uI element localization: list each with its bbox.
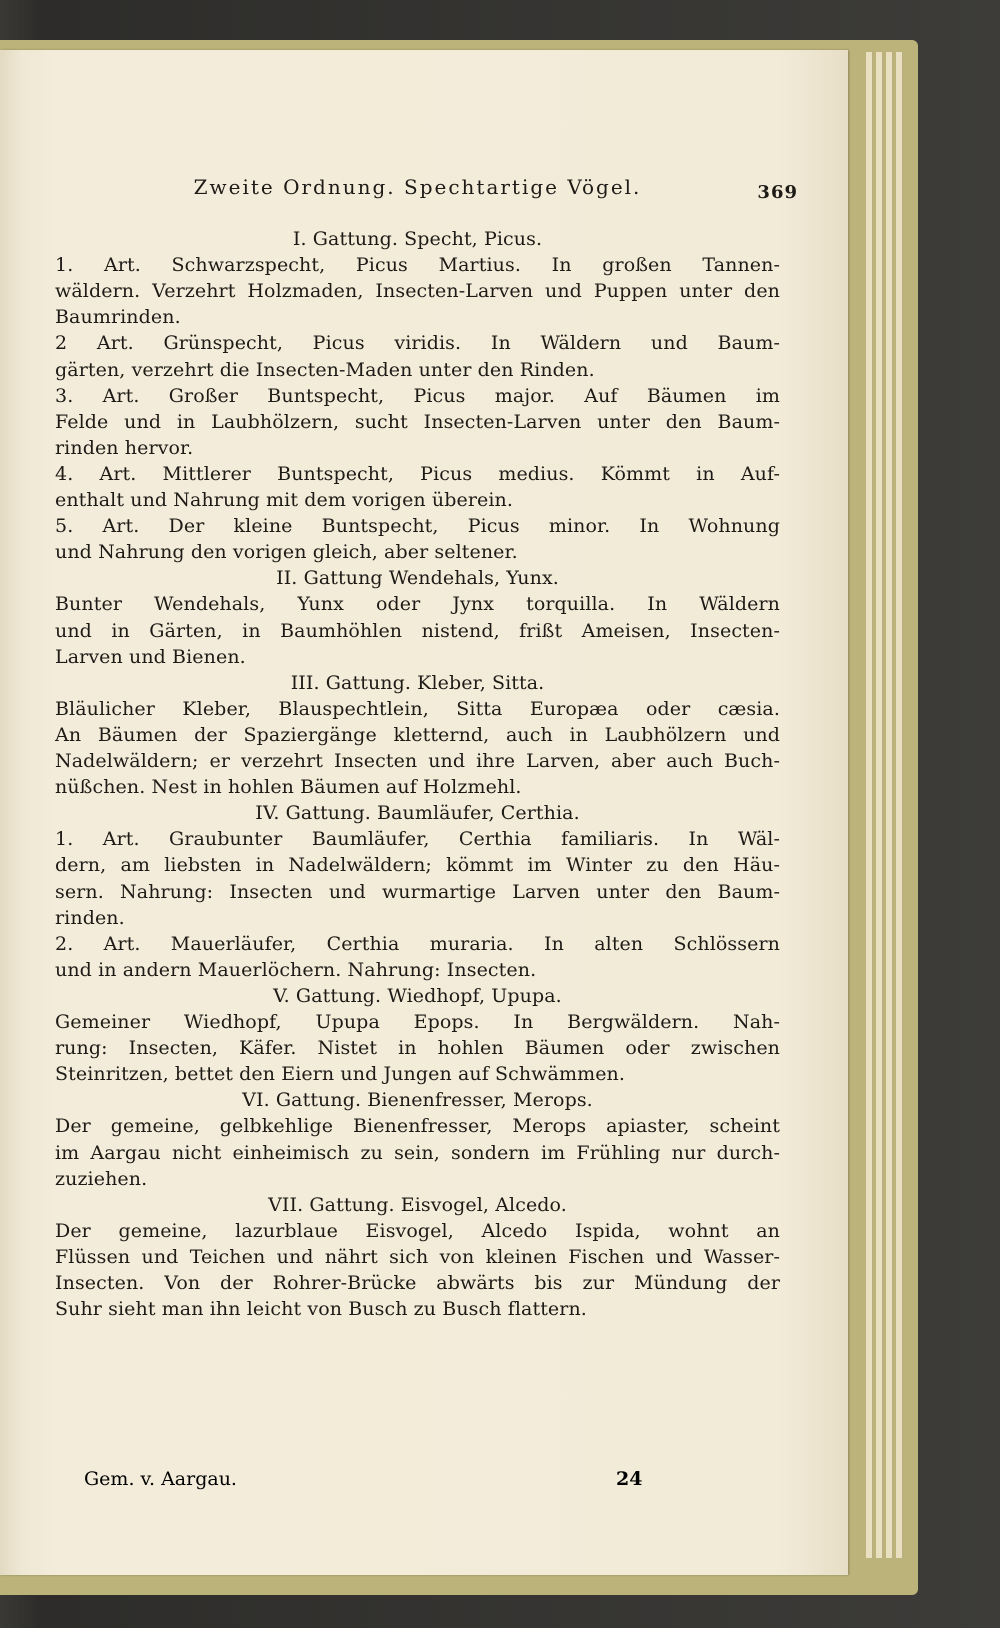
text-line: Flüssen und Teichen und nährt sich von kleinen Fischen und Wasser- [55,1245,780,1268]
text-line: 2 Art. Grünspecht, Picus viridis. In Wäldern und Baum- [55,332,780,355]
sheet-number: 24 [616,1468,643,1490]
text-line: wäldern. Verzehrt Holzmaden, Insecten-Larven und Puppen unter den [55,280,780,303]
text-line: dern, am liebsten in Nadelwäldern; kömmt im Winter zu den Häu- [55,854,780,877]
order-heading: Zweite Ordnung. Spechtartige Vögel. [193,175,642,199]
text-line: und Nahrung den vorigen gleich, aber seltener. [55,541,518,564]
text-line: und in Gärten, in Baumhöhlen nistend, frißt Ameisen, Insecten- [55,619,780,642]
text-line: Bläulicher Kleber, Blauspechtlein, Sitta Europæa oder cæsia. [55,697,780,720]
page-edge [876,52,883,1558]
page-number: 369 [757,182,798,203]
text-line: rinden hervor. [55,436,194,459]
text-line: Baumrinden. [55,306,181,329]
text-line: 2. Art. Mauerläufer, Certhia muraria. In alten Schlössern [55,932,780,955]
genus-heading: VI. Gattung. Bienenfresser, Merops. [242,1089,593,1112]
genus-heading: IV. Gattung. Baumläufer, Certhia. [255,802,580,825]
text-line: Nadelwäldern; er verzehrt Insecten und ihre Larven, aber auch Buch- [55,750,780,772]
page-edge [896,52,903,1558]
text-line: gärten, verzehrt die Insecten-Maden unter den Rinden. [55,358,595,381]
text-line: und in andern Mauerlöchern. Nahrung: Insecten. [55,958,537,981]
genus-heading: I. Gattung. Specht, Picus. [292,228,543,250]
text-line: Larven und Bienen. [55,645,246,668]
text-line: sern. Nahrung: Insecten und wurmartige Larven unter den Baum- [55,880,780,903]
book-page [0,50,848,1575]
text-line: enthalt und Nahrung mit dem vorigen überein. [55,489,514,511]
text-line: Insecten. Von der Rohrer-Brücke abwärts bis zur Mündung der [55,1272,780,1294]
genus-heading: II. Gattung Wendehals, Yunx. [276,567,559,590]
text-line: Felde und in Laubhölzern, sucht Insecten-Larven unter den Baum- [55,410,780,433]
text-line: rinden. [55,906,125,929]
text-line: im Aargau nicht einheimisch zu sein, sondern im Frühling nur durch- [55,1141,780,1164]
text-line: 5. Art. Der kleine Buntspecht, Picus minor. In Wohnung [55,515,780,538]
text-line: Der gemeine, lazurblaue Eisvogel, Alcedo Ispida, wohnt an [55,1219,780,1242]
text-line: Der gemeine, gelbkehlige Bienenfresser, Merops apiaster, scheint [55,1115,780,1138]
page-edge [866,52,873,1558]
signature-mark: Gem. v. Aargau. [84,1468,237,1490]
text-line: rung: Insecten, Käfer. Nistet in hohlen Bäumen oder zwischen [55,1037,780,1060]
genus-heading: V. Gattung. Wiedhopf, Upupa. [273,984,562,1007]
text-line: Steinritzen, bettet den Eiern und Jungen auf Schwämmen. [55,1063,626,1086]
text-line: 3. Art. Großer Buntspecht, Picus major. Auf Bäumen im [55,384,780,407]
genus-heading: III. Gattung. Kleber, Sitta. [290,671,545,694]
text-line: 4. Art. Mittlerer Buntspecht, Picus medius. Kömmt in Auf- [55,462,780,485]
text-line: 1. Art. Schwarzspecht, Picus Martius. In großen Tannen- [55,254,780,277]
text-line: An Bäumen der Spaziergänge kletternd, auch in Laubhölzern und [55,723,780,746]
text-line: zuziehen. [55,1167,148,1190]
genus-heading: VII. Gattung. Eisvogel, Alcedo. [268,1193,567,1216]
text-line: 1. Art. Graubunter Baumläufer, Certhia familiaris. In Wäl- [55,828,780,851]
text-column [55,50,780,1575]
page-edge [886,52,893,1558]
text-line: Suhr sieht man ihn leicht von Busch zu Busch flattern. [55,1298,587,1321]
text-line: Bunter Wendehals, Yunx oder Jynx torquilla. In Wäldern [55,593,780,616]
text-line: Gemeiner Wiedhopf, Upupa Epops. In Bergwäldern. Nah- [55,1011,780,1033]
text-line: nüßchen. Nest in hohlen Bäumen auf Holzmehl. [55,776,522,799]
